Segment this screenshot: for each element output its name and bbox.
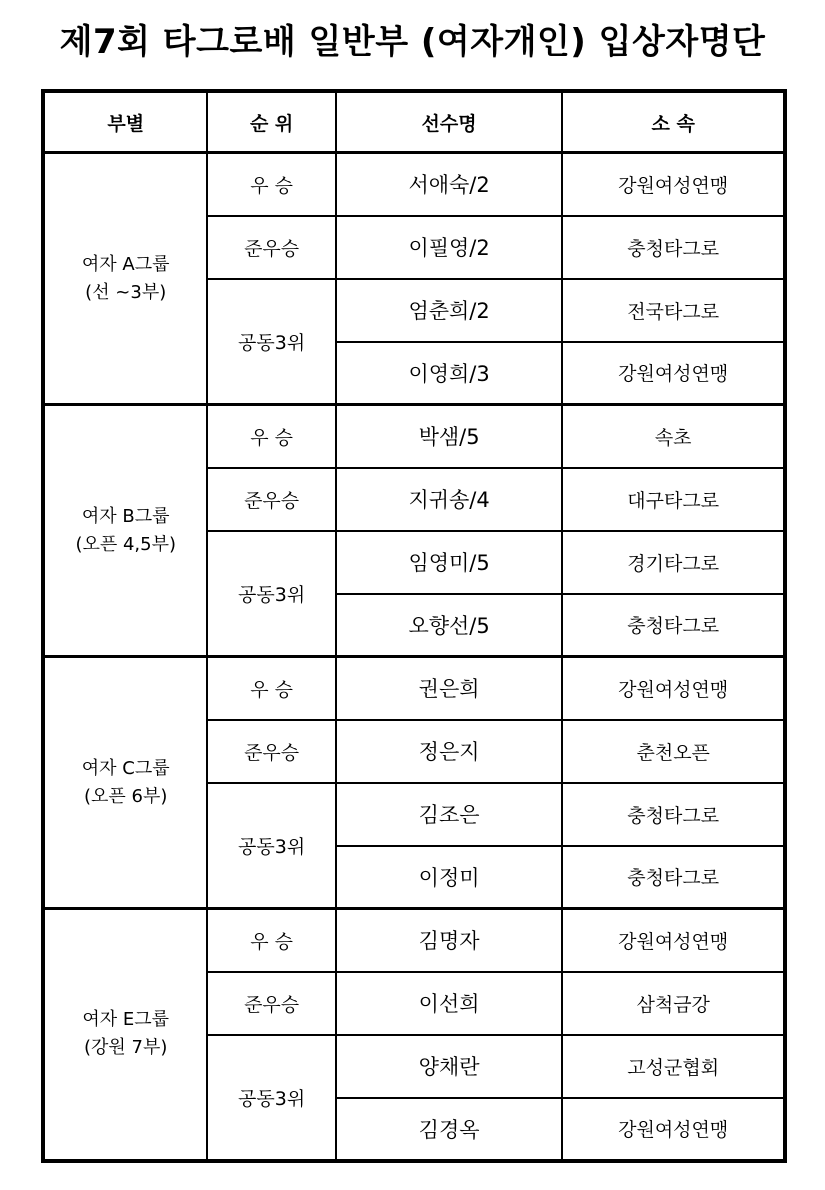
table-row — [43, 405, 785, 468]
player-cell: 이영희/3 — [336, 342, 563, 405]
affiliation-cell: 강원여성연맹 — [562, 1098, 785, 1161]
affiliation-cell: 고성군협회 — [562, 1035, 785, 1098]
header-division: 부별 — [43, 91, 207, 153]
rank-cell: 공동3위 — [207, 1035, 335, 1161]
affiliation-cell: 삼척금강 — [562, 972, 785, 1035]
rank-cell: 공동3위 — [207, 279, 335, 405]
rank-cell: 준우승 — [207, 720, 335, 783]
rank-cell: 공동3위 — [207, 783, 335, 909]
table-row — [43, 909, 785, 972]
affiliation-cell: 충청타그로 — [562, 846, 785, 909]
rank-cell: 공동3위 — [207, 531, 335, 657]
affiliation-cell: 강원여성연맹 — [562, 342, 785, 405]
affiliation-cell: 전국타그로 — [562, 279, 785, 342]
player-cell: 오향선/5 — [336, 594, 563, 657]
player-cell: 이필영/2 — [336, 216, 563, 279]
table-header-row — [43, 91, 785, 153]
player-cell: 이선희 — [336, 972, 563, 1035]
player-cell: 양채란 — [336, 1035, 563, 1098]
affiliation-cell: 충청타그로 — [562, 783, 785, 846]
group-subtitle: (강원 7부) — [84, 1037, 168, 1059]
player-cell: 서애숙/2 — [336, 153, 563, 216]
player-cell: 이정미 — [336, 846, 563, 909]
affiliation-cell: 강원여성연맹 — [562, 153, 785, 216]
group-name: 여자 C그룹 — [81, 757, 170, 779]
rank-cell: 우 승 — [207, 405, 335, 468]
table-row — [43, 153, 785, 216]
affiliation-cell: 대구타그로 — [562, 468, 785, 531]
group-subtitle: (선 ~3부) — [85, 281, 167, 303]
group-subtitle: (오픈 4,5부) — [75, 533, 176, 555]
player-cell: 김명자 — [336, 909, 563, 972]
player-cell: 지귀송/4 — [336, 468, 563, 531]
group-name: 여자 E그룹 — [82, 1009, 170, 1031]
group-cell — [43, 657, 207, 909]
affiliation-cell: 속초 — [562, 405, 785, 468]
affiliation-cell: 강원여성연맹 — [562, 657, 785, 720]
page-title: 제7회 타그로배 일반부 (여자개인) 입상자명단 — [59, 22, 766, 62]
group-subtitle: (오픈 6부) — [84, 785, 168, 807]
affiliation-cell: 강원여성연맹 — [562, 909, 785, 972]
header-player: 선수명 — [336, 91, 563, 153]
results-table — [41, 89, 787, 1163]
player-cell: 김경옥 — [336, 1098, 563, 1161]
affiliation-cell: 충청타그로 — [562, 594, 785, 657]
table-row — [43, 657, 785, 720]
player-cell: 정은지 — [336, 720, 563, 783]
rank-cell: 우 승 — [207, 909, 335, 972]
group-cell — [43, 909, 207, 1161]
rank-cell: 준우승 — [207, 216, 335, 279]
rank-cell: 준우승 — [207, 972, 335, 1035]
header-affiliation: 소 속 — [562, 91, 785, 153]
player-cell: 박샘/5 — [336, 405, 563, 468]
rank-cell: 우 승 — [207, 153, 335, 216]
player-cell: 임영미/5 — [336, 531, 563, 594]
header-rank: 순 위 — [207, 91, 335, 153]
affiliation-cell: 춘천오픈 — [562, 720, 785, 783]
group-cell — [43, 153, 207, 405]
rank-cell: 준우승 — [207, 468, 335, 531]
group-cell — [43, 405, 207, 657]
affiliation-cell: 충청타그로 — [562, 216, 785, 279]
affiliation-cell: 경기타그로 — [562, 531, 785, 594]
player-cell: 권은희 — [336, 657, 563, 720]
group-name: 여자 B그룹 — [81, 505, 170, 527]
rank-cell: 우 승 — [207, 657, 335, 720]
player-cell: 엄춘희/2 — [336, 279, 563, 342]
player-cell: 김조은 — [336, 783, 563, 846]
group-name: 여자 A그룹 — [81, 253, 170, 275]
